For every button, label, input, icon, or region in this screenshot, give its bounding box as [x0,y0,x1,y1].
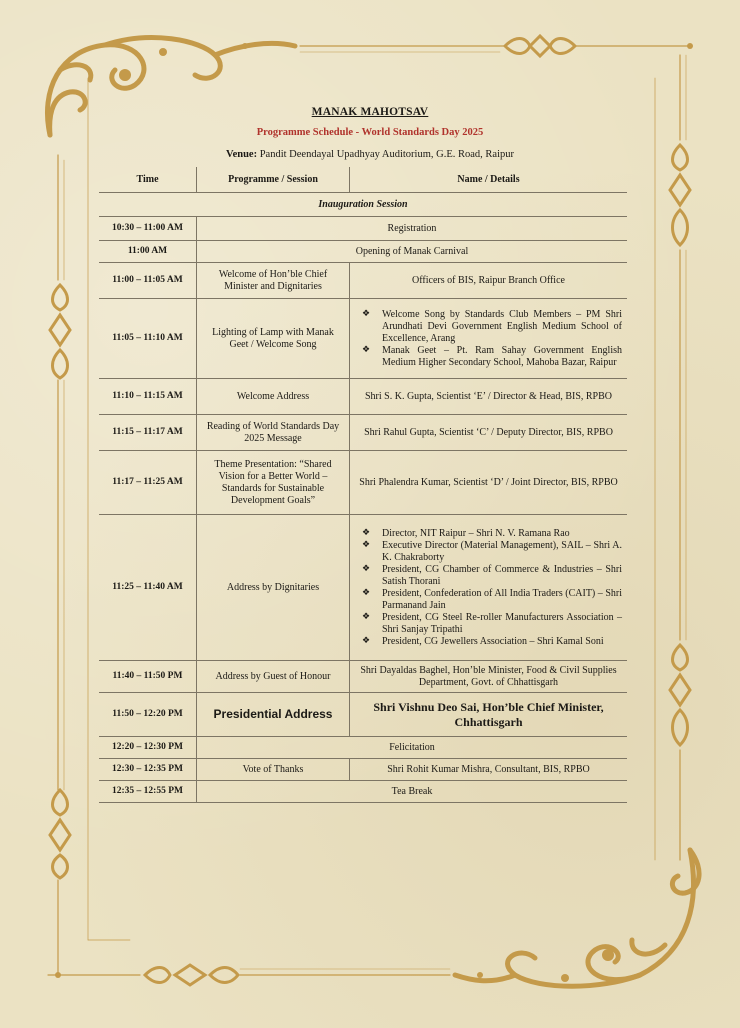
row-time: 11:25 – 11:40 AM [99,515,197,661]
table-row [99,661,627,693]
row-activity: Tea Break [197,781,628,803]
list-item: ❖ President, Confederation of All India Traders (CAIT) – Shri Parmanand Jain [356,588,622,612]
row-name: Shri Dayaldas Baghel, Hon’ble Minister, Food & Civil Supplies Department, Govt. of Chhattisgarh [350,661,628,693]
session-row [99,193,627,217]
list-item: ❖ Manak Geet – Pt. Ram Sahay Government English Medium Higher Secondary School, Mahoba Bazar, Raipur [356,345,622,369]
table-row [99,451,627,515]
table-header-row [99,167,627,193]
row-name: Shri Rahul Gupta, Scientist ‘C’ / Deputy Director, BIS, RPBO [350,415,628,451]
page-title: MANAK MAHOTSAV [311,106,429,118]
row-time: 11:05 – 11:10 AM [99,299,197,379]
list-item: ❖ President, CG Steel Re-roller Manufacturers Association – Shri Sanjay Tripathi [356,612,622,636]
table-row [99,693,627,737]
table-row [99,217,627,241]
table-row [99,737,627,759]
row-time: 11:50 – 12:20 PM [99,693,197,737]
session-title: Inauguration Session [99,193,627,217]
page-subtitle: Programme Schedule - World Standards Day 2025 [256,127,484,138]
row-activity: Opening of Manak Carnival [197,241,628,263]
row-time: 12:35 – 12:55 PM [99,781,197,803]
row-time: 11:10 – 11:15 AM [99,379,197,415]
table-row [99,379,627,415]
row-programme: Theme Presentation: “Shared Vision for a Better World – Standards for Sustainable Development Goals” [197,451,350,515]
row-activity: Felicitation [197,737,628,759]
header-name: Name / Details [350,167,628,193]
row-programme: Vote of Thanks [197,759,350,781]
row-time: 11:15 – 11:17 AM [99,415,197,451]
row-programme: Welcome Address [197,379,350,415]
header-time: Time [99,167,197,193]
venue-line [0,149,740,160]
row-programme: Reading of World Standards Day 2025 Message [197,415,350,451]
list-item: ❖ Welcome Song by Standards Club Members – PM Shri Arundhati Devi Government English Medium School of Excellence, Arang [356,309,622,345]
row-name: Officers of BIS, Raipur Branch Office [350,263,628,299]
row-time: 11:40 – 11:50 PM [99,661,197,693]
row-name: Shri S. K. Gupta, Scientist ‘E’ / Director & Head, BIS, RPBO [350,379,628,415]
row-time: 12:30 – 12:35 PM [99,759,197,781]
table-row [99,241,627,263]
row-name: Shri Vishnu Deo Sai, Hon’ble Chief Minister, Chhattisgarh [350,693,628,737]
table-row [99,781,627,803]
row-name-list [350,515,628,661]
row-programme: Lighting of Lamp with Manak Geet / Welcome Song [197,299,350,379]
row-time: 10:30 – 11:00 AM [99,217,197,241]
list-item: ❖ Executive Director (Material Management), SAIL – Shri A. K. Chakraborty [356,540,622,564]
table-row [99,263,627,299]
table-row [99,415,627,451]
table-row [99,515,627,661]
schedule-table [99,167,627,803]
venue-text: Pandit Deendayal Upadhyay Auditorium, G.E. Road, Raipur [259,149,515,160]
row-programme: Address by Dignitaries [197,515,350,661]
venue-label: Venue: [225,149,258,160]
row-name: Shri Rohit Kumar Mishra, Consultant, BIS, RPBO [350,759,628,781]
row-time: 11:00 – 11:05 AM [99,263,197,299]
list-item: ❖ President, CG Chamber of Commerce & Industries – Shri Satish Thorani [356,564,622,588]
row-time: 11:17 – 11:25 AM [99,451,197,515]
header-programme: Programme / Session [197,167,350,193]
row-programme: Address by Guest of Honour [197,661,350,693]
row-time: 12:20 – 12:30 PM [99,737,197,759]
table-row [99,759,627,781]
row-programme: Presidential Address [197,693,350,737]
row-name: Shri Phalendra Kumar, Scientist ‘D’ / Joint Director, BIS, RPBO [350,451,628,515]
list-item: ❖ President, CG Jewellers Association – Shri Kamal Soni [356,636,622,648]
row-programme: Welcome of Hon’ble Chief Minister and Dignitaries [197,263,350,299]
row-time: 11:00 AM [99,241,197,263]
list-item: ❖ Director, NIT Raipur – Shri N. V. Ramana Rao [356,528,622,540]
row-name-list [350,299,628,379]
row-activity: Registration [197,217,628,241]
table-row [99,299,627,379]
